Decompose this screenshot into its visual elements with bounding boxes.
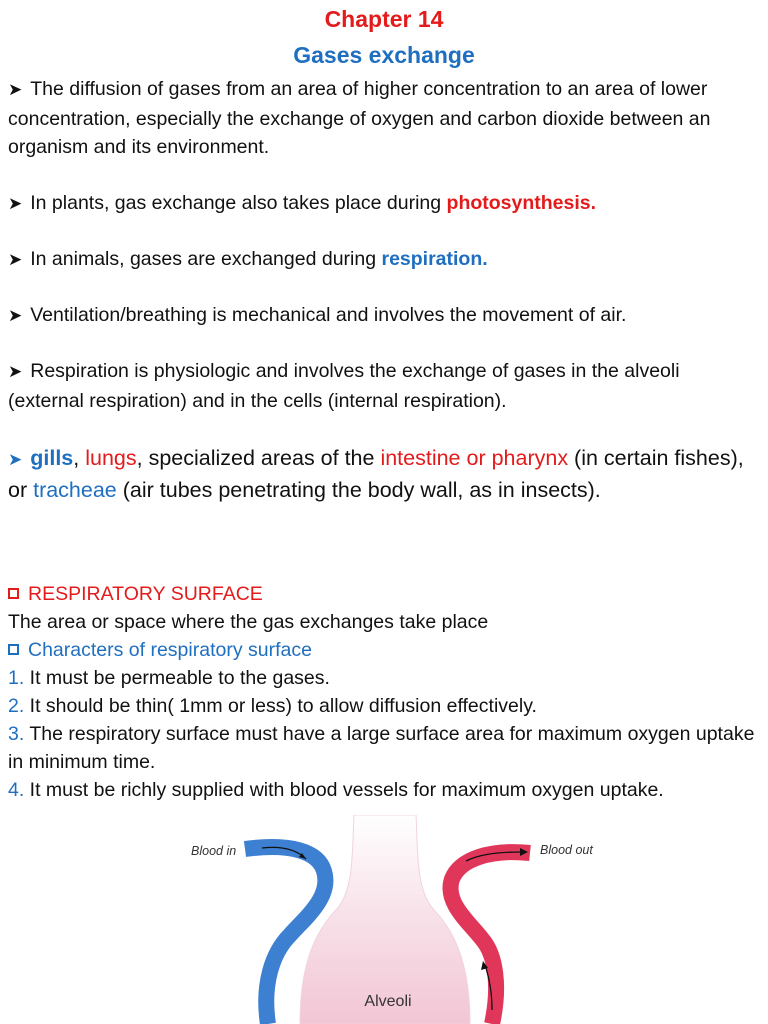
- section-heading-characters: [8, 636, 760, 664]
- chapter-title: Chapter 14: [324, 6, 444, 32]
- item-text: It should be thin( 1mm or less) to allow diffusion effectively.: [24, 695, 537, 717]
- bullet-organs: [8, 443, 760, 506]
- list-item: [8, 692, 760, 720]
- section-heading-text: Characters of respiratory surface: [28, 639, 312, 661]
- section-heading-respiratory: [8, 580, 760, 608]
- term-lungs: lungs: [85, 446, 137, 470]
- item-number: 3.: [8, 723, 25, 745]
- section-heading-text: RESPIRATORY SURFACE: [28, 583, 263, 605]
- alveoli-diagram: [0, 815, 768, 1024]
- item-number: 4.: [8, 779, 25, 801]
- term-gills: gills: [30, 446, 74, 470]
- bullet-diffusion: [8, 75, 760, 162]
- bullet-respiration: [8, 357, 760, 415]
- arrowhead-bullet-icon: ➤: [8, 194, 23, 213]
- text-end: (air tubes penetrating the body wall, as in insects).: [116, 478, 601, 502]
- label-blood-in: Blood in: [191, 844, 237, 858]
- checkbox-square-icon: [8, 644, 19, 655]
- highlight-respiration: respiration.: [381, 248, 488, 270]
- bullet-text: Ventilation/breathing is mechanical and involves the movement of air.: [30, 304, 627, 326]
- arrowhead-bullet-icon: ➤: [8, 450, 23, 469]
- list-item: [8, 664, 760, 692]
- text-comma: ,: [73, 446, 86, 470]
- term-tracheae: tracheae: [33, 478, 117, 502]
- list-item: [8, 720, 760, 776]
- arrowhead-bullet-icon: ➤: [8, 250, 23, 269]
- label-blood-out: Blood out: [540, 843, 593, 857]
- bullet-text: The diffusion of gases from an area of higher concentration to an area of lower concentration, especially the exchange of oxygen and carbon dioxide between an organism and its environment.: [8, 78, 711, 158]
- item-number: 2.: [8, 695, 25, 717]
- bullet-animals: [8, 245, 760, 275]
- page-title: Gases exchange: [293, 42, 475, 68]
- bullet-text: Respiration is physiologic and involves the exchange of gases in the alveoli (external respiration) and in the cells (internal respiration).: [8, 360, 680, 412]
- item-text: It must be richly supplied with blood vessels for maximum oxygen uptake.: [24, 779, 664, 801]
- checkbox-square-icon: [8, 588, 19, 599]
- definition: The area or space where the gas exchanges take place: [8, 611, 489, 633]
- bullet-ventilation: [8, 301, 760, 331]
- term-intestine: intestine or pharynx: [380, 446, 569, 470]
- arrowhead-bullet-icon: ➤: [8, 306, 23, 325]
- item-text: The respiratory surface must have a large surface area for maximum oxygen uptake in minimum time.: [8, 723, 755, 773]
- bullet-text: In plants, gas exchange also takes place during: [30, 192, 447, 214]
- text-mid2: (in certain fishes), or: [8, 446, 744, 502]
- highlight-photosynthesis: photosynthesis.: [446, 192, 597, 214]
- arrowhead-bullet-icon: ➤: [8, 362, 23, 381]
- bullet-plants: [8, 189, 760, 219]
- text-mid: , specialized areas of the: [136, 446, 381, 470]
- item-number: 1.: [8, 667, 25, 689]
- bullet-text: In animals, gases are exchanged during: [30, 248, 382, 270]
- list-item: [8, 776, 760, 804]
- item-text: It must be permeable to the gases.: [24, 667, 330, 689]
- arrowhead-bullet-icon: ➤: [8, 80, 23, 99]
- label-alveoli: Alveoli: [364, 993, 412, 1010]
